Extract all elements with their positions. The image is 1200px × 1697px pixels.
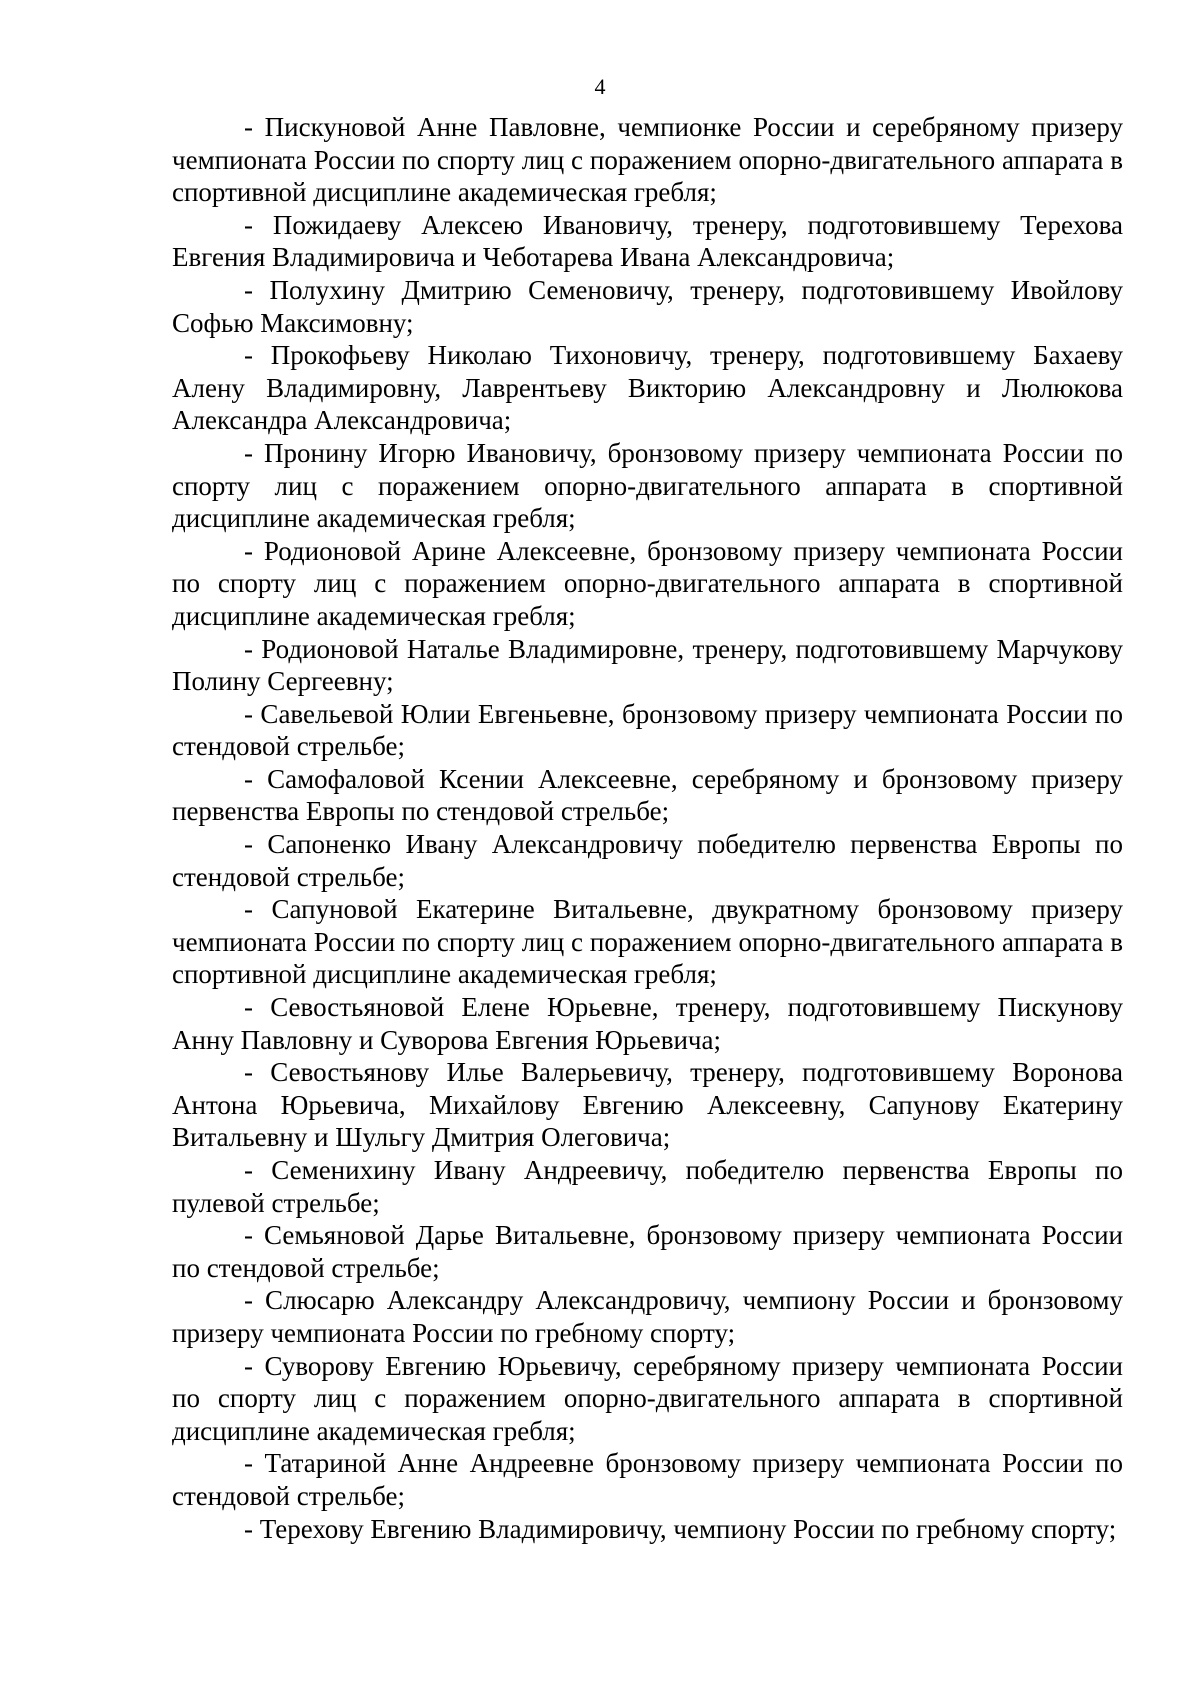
list-item: - Сапуновой Екатерине Витальевне, двукратному бронзовому призеру чемпионата России по спорту лиц с поражением опорно-двигательного аппарата в спортивной дисциплине академическая гребля; — [172, 894, 1123, 990]
list-item: - Прокофьеву Николаю Тихоновичу, тренеру, подготовившему Бахаеву Алену Владимировну, Лаврентьеву Викторию Александровну и Люлюкова Александра Александровича; — [172, 340, 1123, 436]
list-item: - Самофаловой Ксении Алексеевне, серебряному и бронзовому призеру первенства Европы по стендовой стрельбе; — [172, 763, 1123, 827]
list-item: - Пожидаеву Алексею Ивановичу, тренеру, подготовившему Терехова Евгения Владимировича и Чеботарева Ивана Александровича; — [172, 209, 1123, 273]
list-item: - Семенихину Ивану Андреевичу, победителю первенства Европы по пулевой стрельбе; — [172, 1155, 1123, 1218]
list-item: - Сапоненко Ивану Александровичу победителю первенства Европы по стендовой стрельбе; — [172, 829, 1123, 892]
list-item: - Родионовой Наталье Владимировне, тренеру, подготовившему Марчукову Полину Сергеевну; — [172, 633, 1123, 697]
award-list — [172, 111, 1123, 1545]
list-item: - Терехову Евгению Владимировичу, чемпиону России по гребному спорту; — [244, 1513, 1117, 1544]
list-item: - Татариной Анне Андреевне бронзовому призеру чемпионата России по стендовой стрельбе; — [172, 1448, 1123, 1511]
list-item: - Пискуновой Анне Павловне, чемпионке России и серебряному призеру чемпионата России по спорту лиц с поражением опорно-двигательного аппарата в спортивной дисциплине академическая гребля; — [172, 112, 1123, 208]
list-item: - Савельевой Юлии Евгеньевне, бронзовому призеру чемпионата России по стендовой стрельбе; — [172, 698, 1123, 762]
page-number: 4 — [594, 74, 606, 99]
list-item: - Полухину Дмитрию Семеновичу, тренеру, подготовившему Ивойлову Софью Максимовну; — [172, 274, 1123, 338]
list-item: - Севостьянову Илье Валерьевичу, тренеру, подготовившему Воронова Антона Юрьевича, Михайлову Евгению Алексеевну, Сапунову Екатерину Витальевну и Шульгу Дмитрия Олеговича; — [172, 1057, 1123, 1153]
list-item: - Слюсарю Александру Александровичу, чемпиону России и бронзовому призеру чемпионата России по гребному спорту; — [172, 1285, 1123, 1348]
list-item: - Пронину Игорю Ивановичу, бронзовому призеру чемпионата России по спорту лиц с поражением опорно-двигательного аппарата в спортивной дисциплине академическая гребля; — [172, 437, 1123, 534]
list-item: - Севостьяновой Елене Юрьевне, тренеру, подготовившему Пискунову Анну Павловну и Суворова Евгения Юрьевича; — [172, 992, 1123, 1055]
list-item: - Семьяновой Дарье Витальевне, бронзовому призеру чемпионата России по стендовой стрельбе; — [172, 1220, 1123, 1283]
list-item: - Суворову Евгению Юрьевичу, серебряному призеру чемпионата России по спорту лиц с поражением опорно-двигательного аппарата в спортивной дисциплине академическая гребля; — [172, 1350, 1123, 1446]
list-item: - Родионовой Арине Алексеевне, бронзовому призеру чемпионата России по спорту лиц с поражением опорно-двигательного аппарата в спортивной дисциплине академическая гребля; — [172, 535, 1123, 631]
